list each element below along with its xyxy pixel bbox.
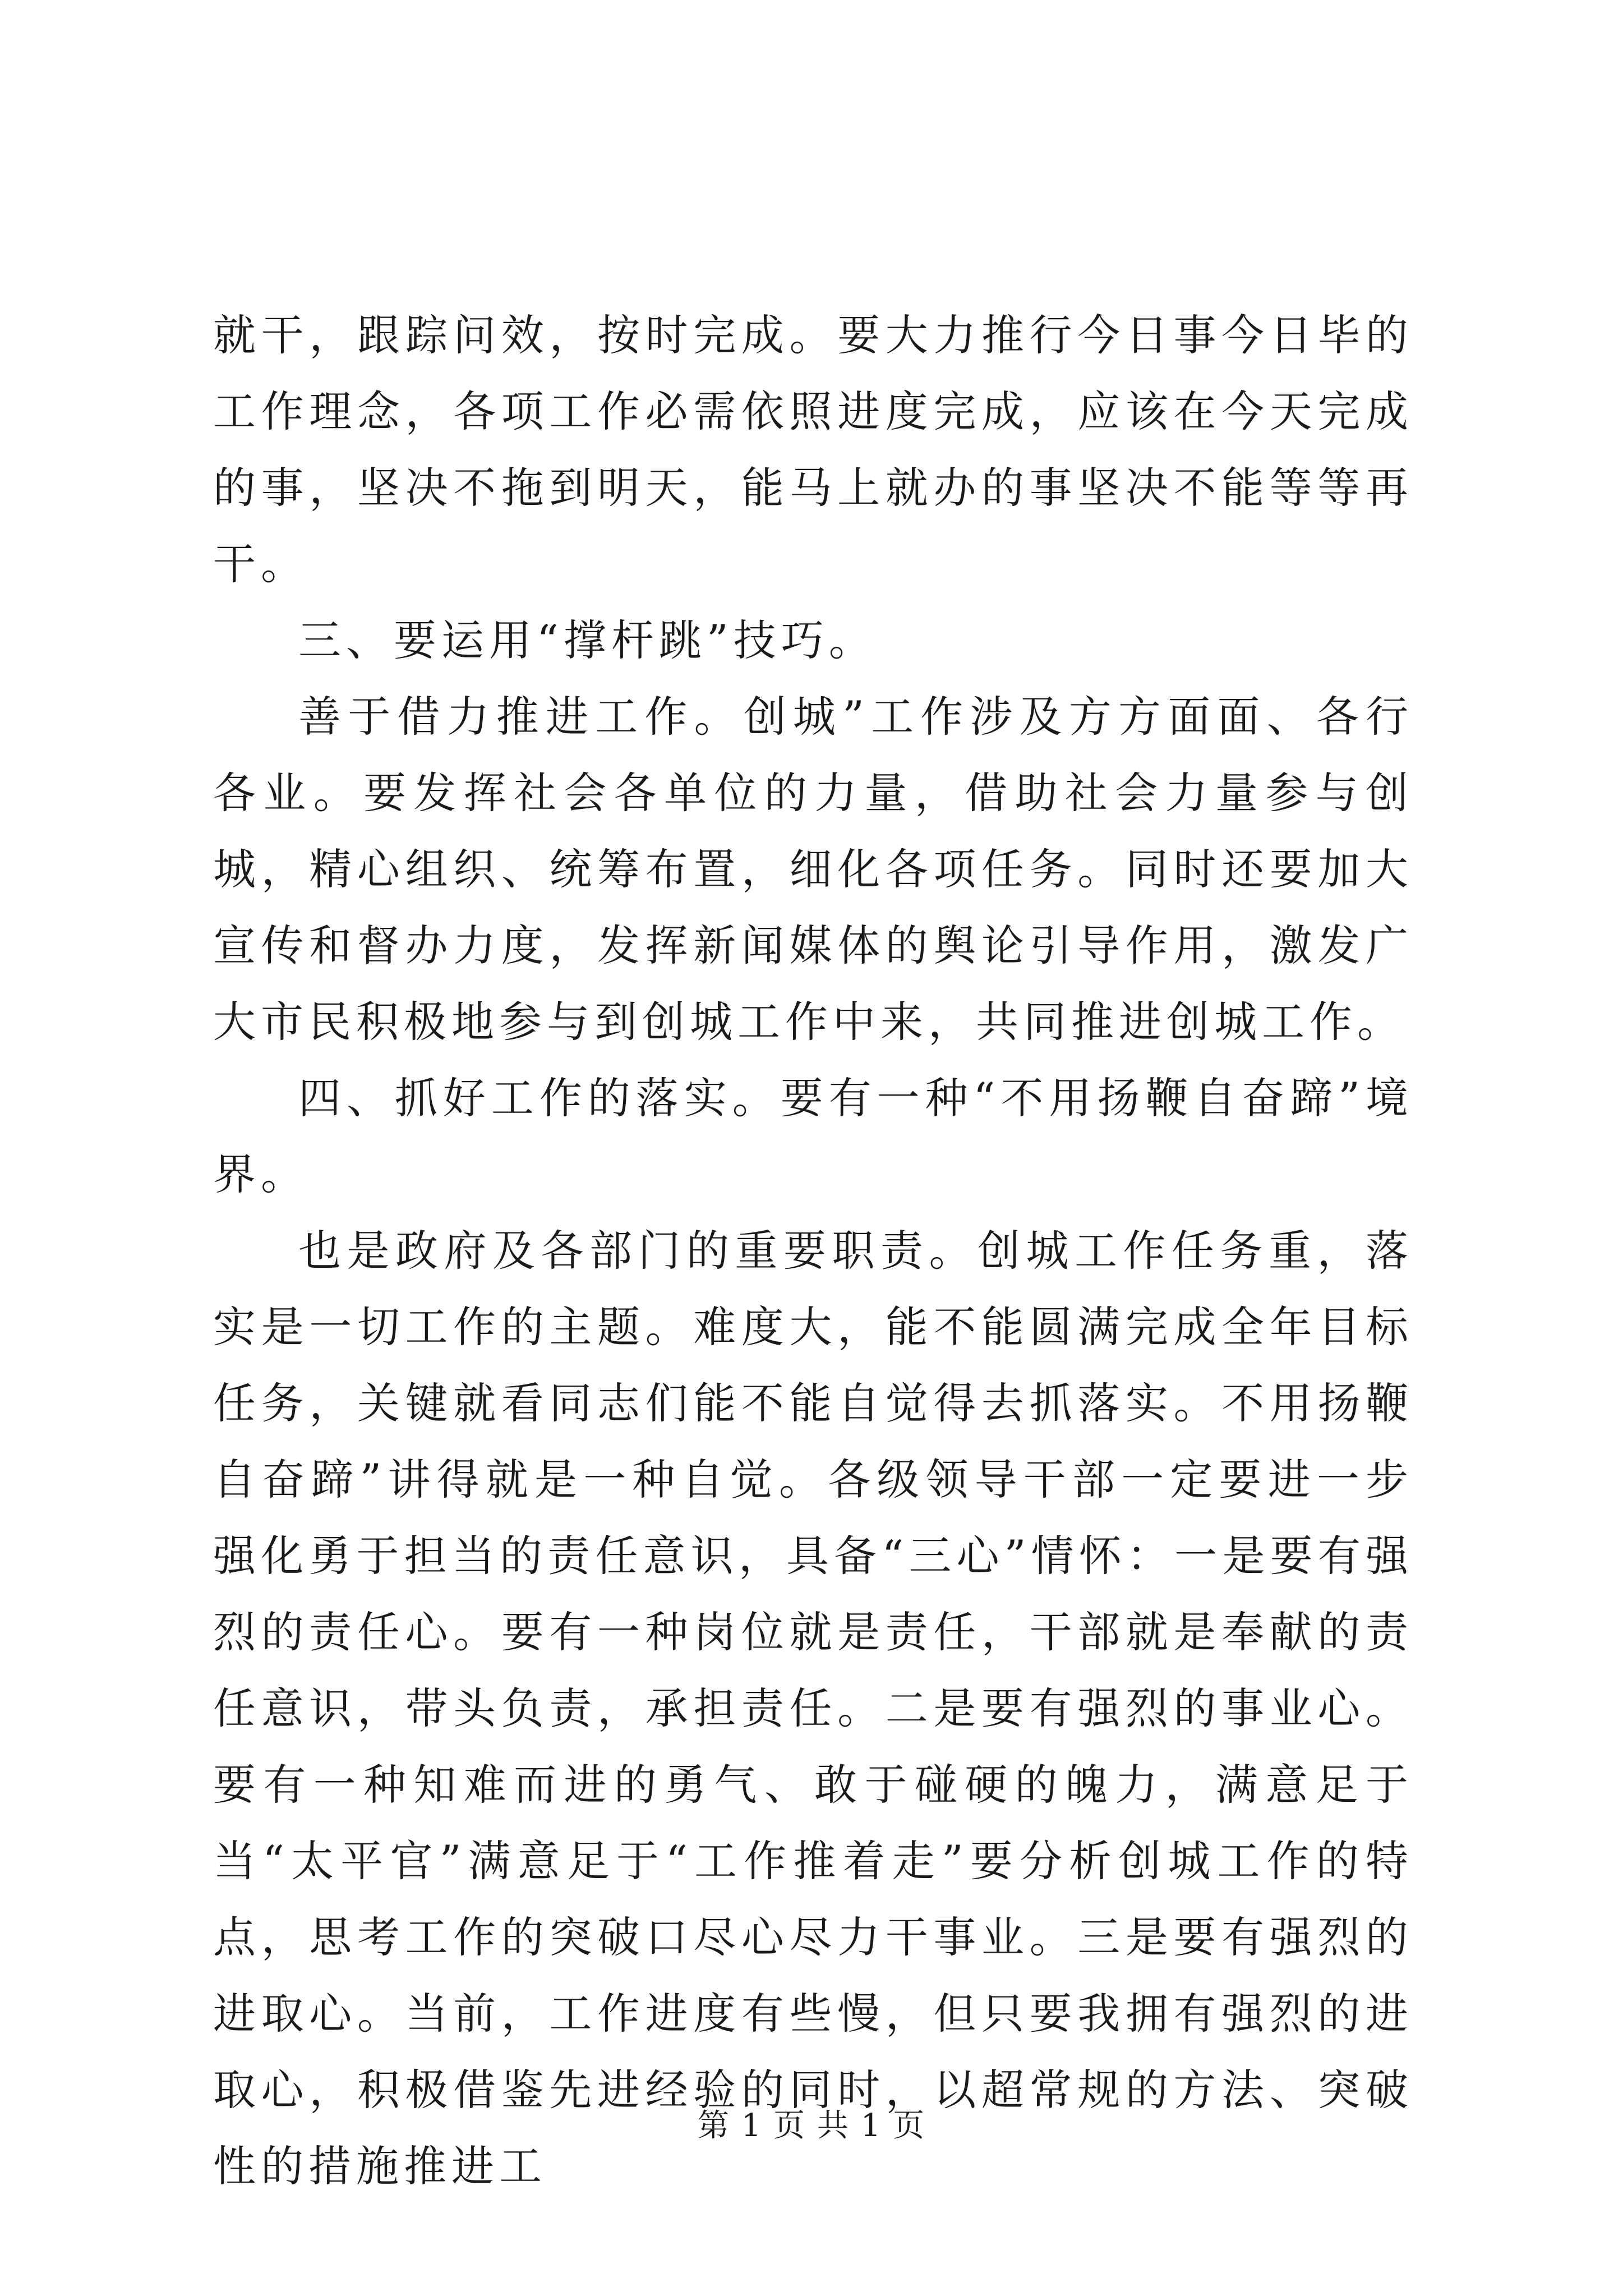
paragraph-leverage: 善于借力推进工作。创城”工作涉及方方面面、各行各业。要发挥社会各单位的力量，借助社会力量参与创城，精心组织、统筹布置，细化各项任务。同时还要加大宣传和督办力度，发挥新闻媒体的舆论引导作用，激发广大市民积极地参与到创城工作中来，共同推进创城工作。 [213, 692, 1413, 1047]
section-heading-three: 三、要运用“撑杆跳”技巧。 [298, 615, 877, 665]
page-footer: 第 1 页 共 1 页 [697, 2108, 926, 2144]
paragraph-implementation: 也是政府及各部门的重要职责。创城工作任务重，落实是一切工作的主题。难度大，能不能圆满完成全年目标任务，关键就看同志们能不能自觉得去抓落实。不用扬鞭自奋蹄”讲得就是一种自觉。各级领导干部一定要进一步强化勇于担当的责任意识，具备“三心”情怀：一是要有强烈的责任心。要有一种岗位就是责任，干部就是奉献的责任意识，带头负责，承担责任。二是要有强烈的事业心。要有一种知难而进的勇气、敢于碰硬的魄力，满意足于当“太平官”满意足于“工作推着走”要分析创城工作的特点，思考工作的突破口尽心尽力干事业。三是要有强烈的进取心。当前，工作进度有些慢，但只要我拥有强烈的进取心，积极借鉴先进经验的同时，以超常规的方法、突破性的措施推进工 [213, 1226, 1413, 2191]
paragraph-continuation: 就干，跟踪问效，按时完成。要大力推行今日事今日毕的工作理念，各项工作必需依照进度完成，应该在今天完成的事，坚决不拖到明天，能马上就办的事坚决不能等等再干。 [213, 310, 1413, 589]
section-heading-four: 四、抓好工作的落实。要有一种“不用扬鞭自奋蹄”境界。 [213, 1073, 1413, 1199]
document-body [213, 297, 1413, 2205]
